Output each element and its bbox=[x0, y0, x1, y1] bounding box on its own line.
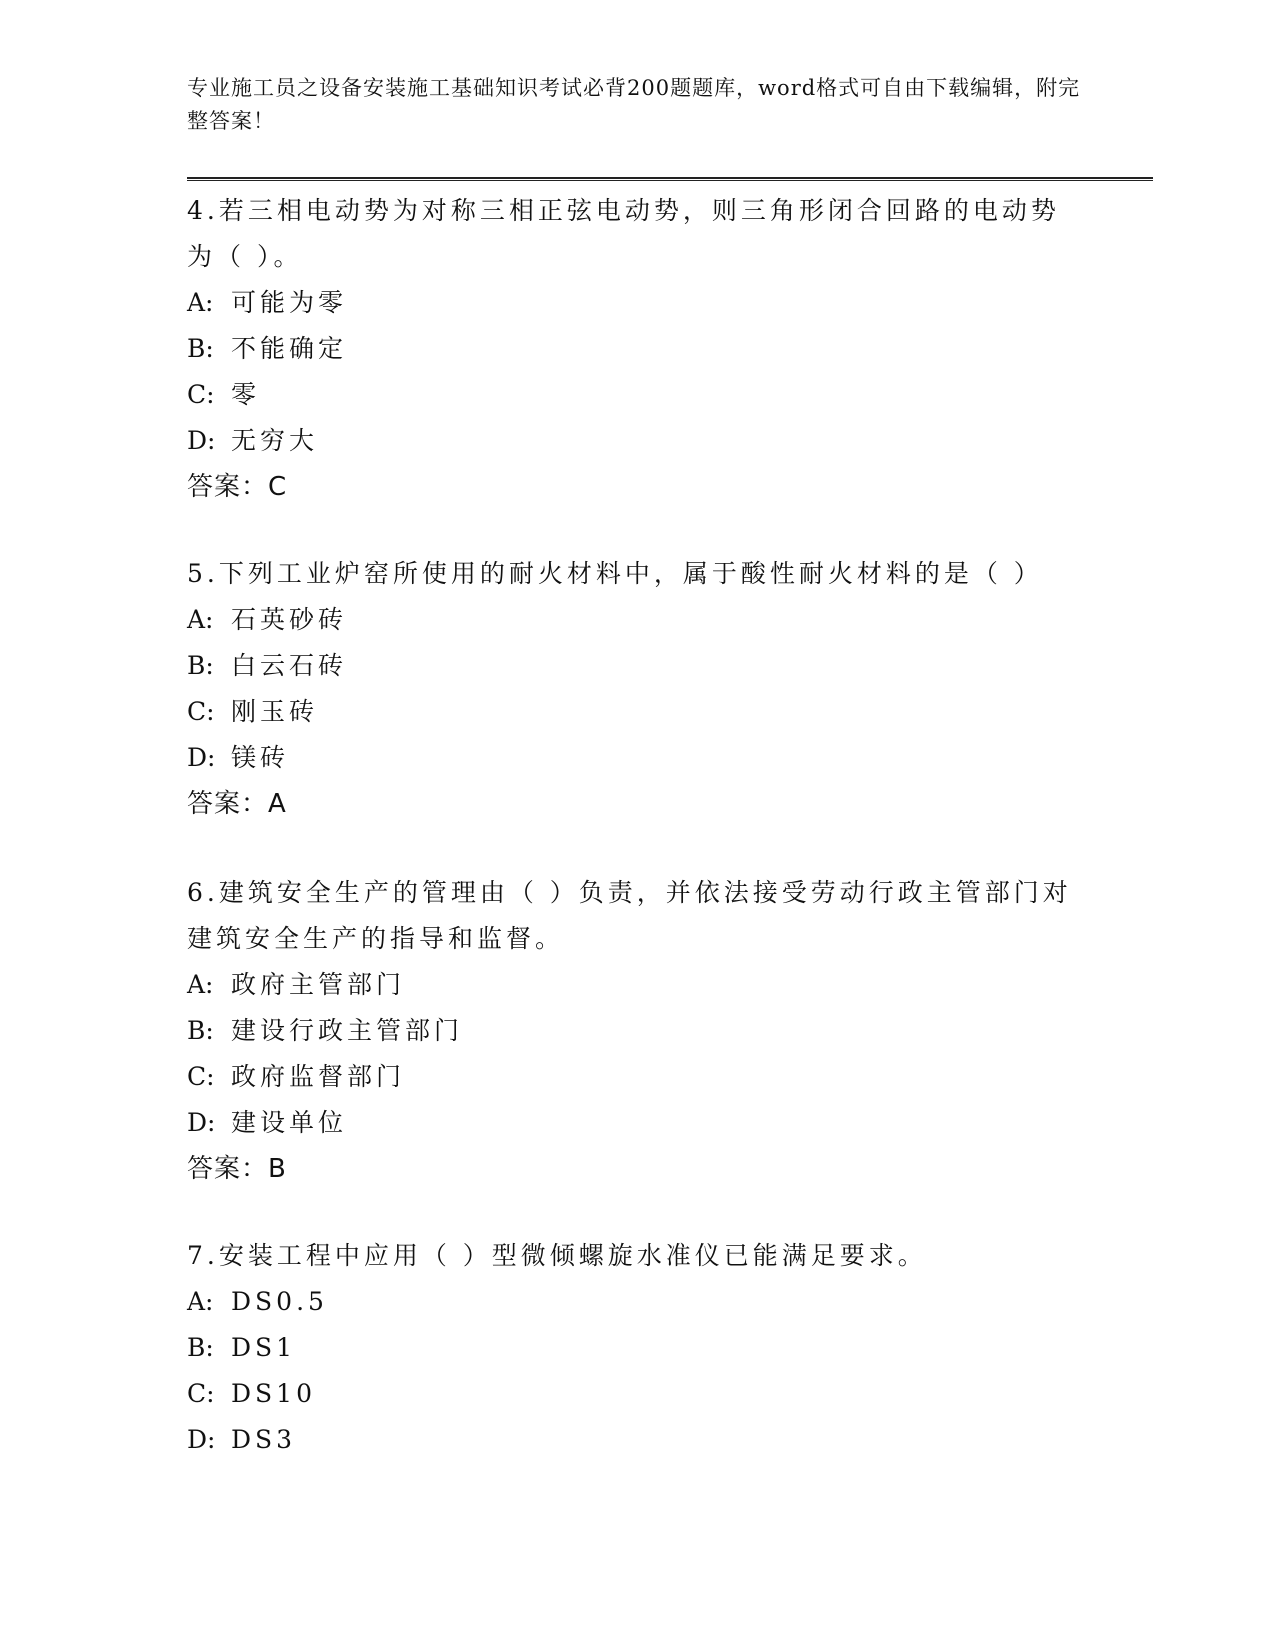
option-b bbox=[187, 1325, 1087, 1371]
option-key: B: bbox=[187, 334, 214, 363]
answer: 答案：C bbox=[187, 472, 288, 502]
option-text: DS0.5 bbox=[231, 1287, 328, 1316]
option-key: D: bbox=[187, 743, 216, 772]
option-key: D: bbox=[187, 426, 216, 455]
option-c bbox=[187, 372, 1087, 418]
question-5 bbox=[187, 551, 1087, 827]
option-b bbox=[187, 643, 1087, 689]
option-text: 政府主管部门 bbox=[231, 970, 406, 999]
option-text: 建设行政主管部门 bbox=[231, 1016, 464, 1045]
option-b bbox=[187, 1008, 1087, 1054]
question-stem: 6.建筑安全生产的管理由（ ）负责，并依法接受劳动行政主管部门对建筑安全生产的指导和监督。 bbox=[187, 878, 1072, 953]
option-key: D: bbox=[187, 1425, 216, 1454]
option-key: A: bbox=[187, 288, 214, 317]
header-divider bbox=[187, 177, 1153, 181]
option-key: C: bbox=[187, 380, 215, 409]
option-d bbox=[187, 418, 1087, 464]
option-key: A: bbox=[187, 1287, 214, 1316]
option-b bbox=[187, 326, 1087, 372]
option-text: 不能确定 bbox=[231, 334, 348, 363]
option-d bbox=[187, 1100, 1087, 1146]
option-d bbox=[187, 1417, 1087, 1463]
option-a bbox=[187, 1279, 1087, 1325]
option-text: DS1 bbox=[231, 1333, 297, 1362]
option-key: B: bbox=[187, 1333, 214, 1362]
option-key: A: bbox=[187, 970, 214, 999]
option-key: B: bbox=[187, 1016, 214, 1045]
option-key: C: bbox=[187, 1379, 215, 1408]
question-stem: 5.下列工业炉窑所使用的耐火材料中，属于酸性耐火材料的是（ ） bbox=[187, 559, 1043, 588]
question-stem: 7.安装工程中应用（ ）型微倾螺旋水准仪已能满足要求。 bbox=[187, 1241, 927, 1270]
option-text: 刚玉砖 bbox=[231, 697, 319, 726]
option-text: 政府监督部门 bbox=[231, 1062, 406, 1091]
option-text: 石英砂砖 bbox=[231, 605, 348, 634]
option-c bbox=[187, 689, 1087, 735]
option-text: 零 bbox=[231, 380, 261, 409]
question-7 bbox=[187, 1233, 1087, 1463]
answer: 答案：A bbox=[187, 789, 287, 819]
question-6 bbox=[187, 870, 1087, 1192]
option-key: B: bbox=[187, 651, 214, 680]
option-text: DS3 bbox=[231, 1425, 297, 1454]
option-c bbox=[187, 1371, 1087, 1417]
option-text: 镁砖 bbox=[231, 743, 290, 772]
option-text: 无穷大 bbox=[231, 426, 319, 455]
option-key: C: bbox=[187, 1062, 215, 1091]
answer: 答案：B bbox=[187, 1154, 287, 1184]
option-text: DS10 bbox=[231, 1379, 316, 1408]
option-text: 白云石砖 bbox=[231, 651, 348, 680]
option-c bbox=[187, 1054, 1087, 1100]
option-d bbox=[187, 735, 1087, 781]
question-4 bbox=[187, 188, 1087, 510]
question-stem: 4.若三相电动势为对称三相正弦电动势，则三角形闭合回路的电动势为（ ）。 bbox=[187, 196, 1060, 271]
option-a bbox=[187, 280, 1087, 326]
option-a bbox=[187, 597, 1087, 643]
option-key: C: bbox=[187, 697, 215, 726]
option-text: 可能为零 bbox=[231, 288, 348, 317]
option-text: 建设单位 bbox=[231, 1108, 348, 1137]
option-key: D: bbox=[187, 1108, 216, 1137]
option-key: A: bbox=[187, 605, 214, 634]
document-header: 专业施工员之设备安装施工基础知识考试必背200题题库，word格式可自由下载编辑，附完整答案！ bbox=[187, 76, 1081, 133]
option-a bbox=[187, 962, 1087, 1008]
